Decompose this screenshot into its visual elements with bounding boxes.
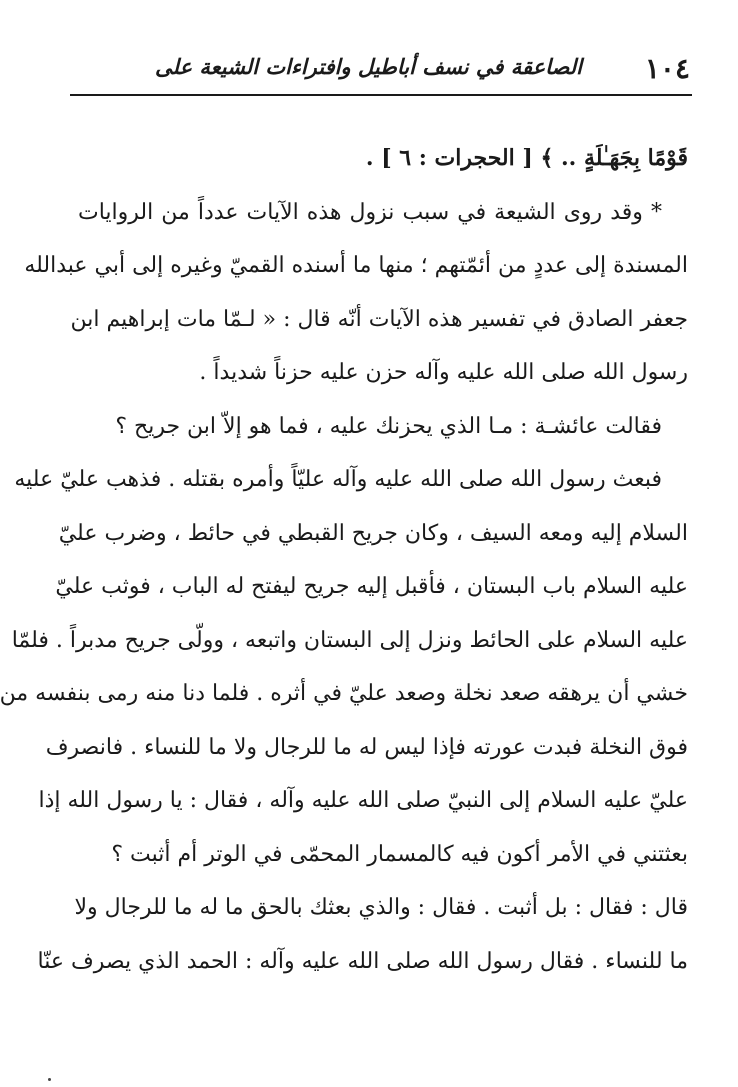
text-line: بعثتني في الأمر أكون فيه كالمسمار المحمّى في الوتر أم أثبت ؟: [111, 841, 688, 867]
text-line: عليّ عليه السلام إلى النبيّ صلى الله عليه وآله ، فقال : يا رسول الله إذا: [38, 788, 688, 813]
verse-line: قَوْمًا بِجَهَـٰلَةٍ .. ﴾ [ الحجرات : ٦ ] .: [365, 145, 688, 171]
text-line: رسول الله صلى الله عليه وآله حزن عليه حزناً شديداً .: [199, 360, 688, 385]
page-header: [70, 48, 692, 96]
page-number: ١٠٤: [644, 52, 690, 85]
text-line: خشي أن يرهقه صعد نخلة وصعد عليّ في أثره . فلما دنا منه رمى بنفسه من: [0, 681, 688, 706]
text-line: قال : فقال : بل أثبت . فقال : والذي بعثك بالحق ما له ما للرجال ولا: [74, 895, 688, 920]
text-line: * وقد روى الشيعة في سبب نزول هذه الآيات عدداً من الروايات: [78, 199, 662, 225]
text-line: فبعث رسول الله صلى الله عليه وآله عليّاً وأمره بقتله . فذهب عليّ عليه: [14, 467, 662, 492]
text-line: المسندة إلى عددٍ من أئمّتهم ؛ منها ما أسنده القميّ وغيره إلى أبي عبدالله: [24, 253, 688, 278]
text-line: فوق النخلة فبدت عورته فإذا ليس له ما للرجال ولا ما للنساء . فانصرف: [45, 734, 688, 760]
header-rule: [70, 94, 692, 96]
text-line: عليه السلام على الحائط ونزل إلى البستان واتبعه ، وولّى جريح مدبراً . فلمّا: [11, 627, 688, 653]
text-line: جعفر الصادق في تفسير هذه الآيات أنّه قال : « لـمّا مات إبراهيم ابن: [70, 306, 688, 332]
text-line: عليه السلام باب البستان ، فأقبل إليه جريح ليفتح له الباب ، فوثب عليّ: [55, 574, 688, 599]
stray-mark: [48, 1078, 51, 1081]
text-line: فقالت عائشـة : مـا الذي يحزنك عليه ، فما هو إلاّ ابن جريح ؟: [115, 413, 662, 439]
text-line: ما للنساء . فقال رسول الله صلى الله عليه وآله : الحمد الذي يصرف عنّا: [37, 948, 688, 974]
running-title: الصاعقة في نسف أباطيل وافتراءات الشيعة على: [155, 54, 582, 79]
page-body: [0, 132, 688, 988]
text-line: السلام إليه ومعه السيف ، وكان جريح القبطي في حائط ، وضرب عليّ: [58, 520, 688, 546]
